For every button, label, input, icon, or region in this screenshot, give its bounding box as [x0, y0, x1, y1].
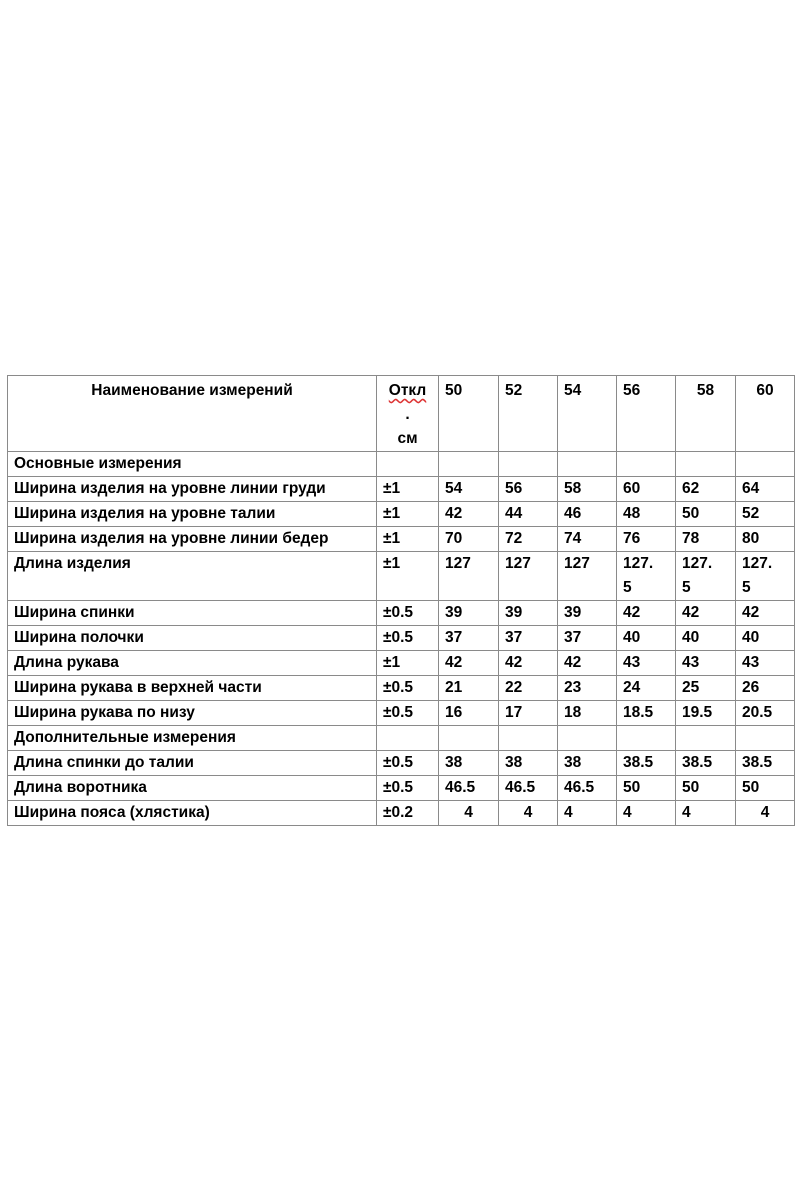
row-deviation: ±1 — [377, 477, 439, 502]
row-value — [676, 452, 736, 477]
row-value: 39 — [439, 601, 499, 626]
row-value: 50 — [617, 776, 676, 801]
row-value: 38.5 — [736, 751, 795, 776]
row-name: Основные измерения — [8, 452, 377, 477]
row-value — [736, 726, 795, 751]
table-row — [8, 801, 795, 826]
row-value: 40 — [617, 626, 676, 651]
row-value: 80 — [736, 527, 795, 552]
row-deviation — [377, 452, 439, 477]
row-name: Ширина пояса (хлястика) — [8, 801, 377, 826]
row-value: 22 — [499, 676, 558, 701]
row-value: 78 — [676, 527, 736, 552]
row-value: 42 — [617, 601, 676, 626]
row-value: 50 — [736, 776, 795, 801]
row-name: Ширина спинки — [8, 601, 377, 626]
row-deviation: ±0.2 — [377, 801, 439, 826]
row-value: 46.5 — [439, 776, 499, 801]
row-value: 42 — [499, 651, 558, 676]
row-value: 70 — [439, 527, 499, 552]
row-value: 46 — [558, 502, 617, 527]
row-value: 127 — [499, 552, 558, 601]
row-value — [617, 726, 676, 751]
row-value: 38 — [439, 751, 499, 776]
row-value — [439, 726, 499, 751]
value-line2: 5 — [682, 579, 691, 596]
row-value: 64 — [736, 477, 795, 502]
value-line1: 127. — [623, 555, 654, 572]
row-value — [558, 726, 617, 751]
column-header-size-58: 58 — [676, 376, 736, 452]
row-value: 62 — [676, 477, 736, 502]
row-value: 23 — [558, 676, 617, 701]
row-name: Длина воротника — [8, 776, 377, 801]
row-value: 42 — [558, 651, 617, 676]
column-header-size-56: 56 — [617, 376, 676, 452]
row-value: 4 — [676, 801, 736, 826]
row-deviation: ±0.5 — [377, 626, 439, 651]
row-value: 19.5 — [676, 701, 736, 726]
row-name: Длина спинки до талии — [8, 751, 377, 776]
row-deviation — [377, 726, 439, 751]
row-name: Длина рукава — [8, 651, 377, 676]
table-row — [8, 701, 795, 726]
row-value: 37 — [439, 626, 499, 651]
row-value: 26 — [736, 676, 795, 701]
row-name: Ширина изделия на уровне линии бедер — [8, 527, 377, 552]
row-value: 24 — [617, 676, 676, 701]
row-value: 38 — [499, 751, 558, 776]
row-value: 56 — [499, 477, 558, 502]
row-value: 46.5 — [558, 776, 617, 801]
row-value: 127 — [558, 552, 617, 601]
row-value: 17 — [499, 701, 558, 726]
row-value: 54 — [439, 477, 499, 502]
column-header-size-54: 54 — [558, 376, 617, 452]
row-value: 44 — [499, 502, 558, 527]
row-value: 42 — [439, 502, 499, 527]
column-header-size-52: 52 — [499, 376, 558, 452]
row-value: 4 — [558, 801, 617, 826]
table-row — [8, 502, 795, 527]
table-row — [8, 726, 795, 751]
row-value: 38 — [558, 751, 617, 776]
column-header-name: Наименование измерений — [8, 376, 377, 452]
row-value: 48 — [617, 502, 676, 527]
row-value: 74 — [558, 527, 617, 552]
table-row — [8, 626, 795, 651]
row-value — [439, 452, 499, 477]
deviation-label-line3: см — [397, 430, 418, 447]
row-value: 76 — [617, 527, 676, 552]
row-value: 43 — [676, 651, 736, 676]
column-header-size-50: 50 — [439, 376, 499, 452]
row-value: 37 — [558, 626, 617, 651]
row-value: 42 — [676, 601, 736, 626]
row-name: Ширина изделия на уровне линии груди — [8, 477, 377, 502]
row-value: 18.5 — [617, 701, 676, 726]
row-value: 42 — [439, 651, 499, 676]
row-value: 46.5 — [499, 776, 558, 801]
row-deviation: ±0.5 — [377, 701, 439, 726]
row-name: Ширина изделия на уровне талии — [8, 502, 377, 527]
row-value — [558, 452, 617, 477]
table-row — [8, 477, 795, 502]
row-value: 50 — [676, 776, 736, 801]
row-value: 40 — [736, 626, 795, 651]
row-value: 127 — [439, 552, 499, 601]
row-deviation: ±0.5 — [377, 676, 439, 701]
row-value-wrapped — [676, 552, 736, 601]
row-value — [736, 452, 795, 477]
table-row — [8, 552, 795, 601]
table-row — [8, 452, 795, 477]
row-value: 39 — [499, 601, 558, 626]
row-value: 38.5 — [676, 751, 736, 776]
row-value: 43 — [736, 651, 795, 676]
row-value: 60 — [617, 477, 676, 502]
row-value: 4 — [617, 801, 676, 826]
row-value: 37 — [499, 626, 558, 651]
row-value: 16 — [439, 701, 499, 726]
row-value: 4 — [439, 801, 499, 826]
table-row — [8, 751, 795, 776]
row-value — [499, 726, 558, 751]
row-name: Ширина рукава по низу — [8, 701, 377, 726]
table-row — [8, 527, 795, 552]
value-line1: 127. — [742, 555, 773, 572]
row-value: 42 — [736, 601, 795, 626]
row-value: 18 — [558, 701, 617, 726]
row-value: 72 — [499, 527, 558, 552]
row-value: 4 — [499, 801, 558, 826]
table-row — [8, 651, 795, 676]
row-deviation: ±1 — [377, 651, 439, 676]
row-name: Дополнительные измерения — [8, 726, 377, 751]
row-value-wrapped — [736, 552, 795, 601]
row-deviation: ±0.5 — [377, 751, 439, 776]
table-body — [8, 376, 795, 826]
table-row — [8, 676, 795, 701]
row-value: 25 — [676, 676, 736, 701]
value-line2: 5 — [742, 579, 751, 596]
value-line2: 5 — [623, 579, 632, 596]
size-measurements-table — [7, 375, 795, 826]
table-row — [8, 776, 795, 801]
row-deviation: ±0.5 — [377, 601, 439, 626]
row-deviation: ±1 — [377, 552, 439, 601]
row-value: 50 — [676, 502, 736, 527]
row-value: 58 — [558, 477, 617, 502]
row-name: Ширина полочки — [8, 626, 377, 651]
deviation-label-line1: Откл — [388, 382, 427, 399]
row-deviation: ±1 — [377, 502, 439, 527]
row-name: Ширина рукава в верхней части — [8, 676, 377, 701]
row-value: 21 — [439, 676, 499, 701]
row-value — [617, 452, 676, 477]
row-deviation: ±0.5 — [377, 776, 439, 801]
deviation-label-line2: . — [405, 406, 410, 423]
row-value: 52 — [736, 502, 795, 527]
row-deviation: ±1 — [377, 527, 439, 552]
table-row — [8, 601, 795, 626]
value-line1: 127. — [682, 555, 713, 572]
row-value: 43 — [617, 651, 676, 676]
row-value: 38.5 — [617, 751, 676, 776]
row-name: Длина изделия — [8, 552, 377, 601]
table-header-row — [8, 376, 795, 452]
row-value: 40 — [676, 626, 736, 651]
row-value-wrapped — [617, 552, 676, 601]
column-header-size-60: 60 — [736, 376, 795, 452]
row-value — [499, 452, 558, 477]
row-value: 4 — [736, 801, 795, 826]
row-value: 20.5 — [736, 701, 795, 726]
row-value — [676, 726, 736, 751]
column-header-deviation — [377, 376, 439, 452]
row-value: 39 — [558, 601, 617, 626]
